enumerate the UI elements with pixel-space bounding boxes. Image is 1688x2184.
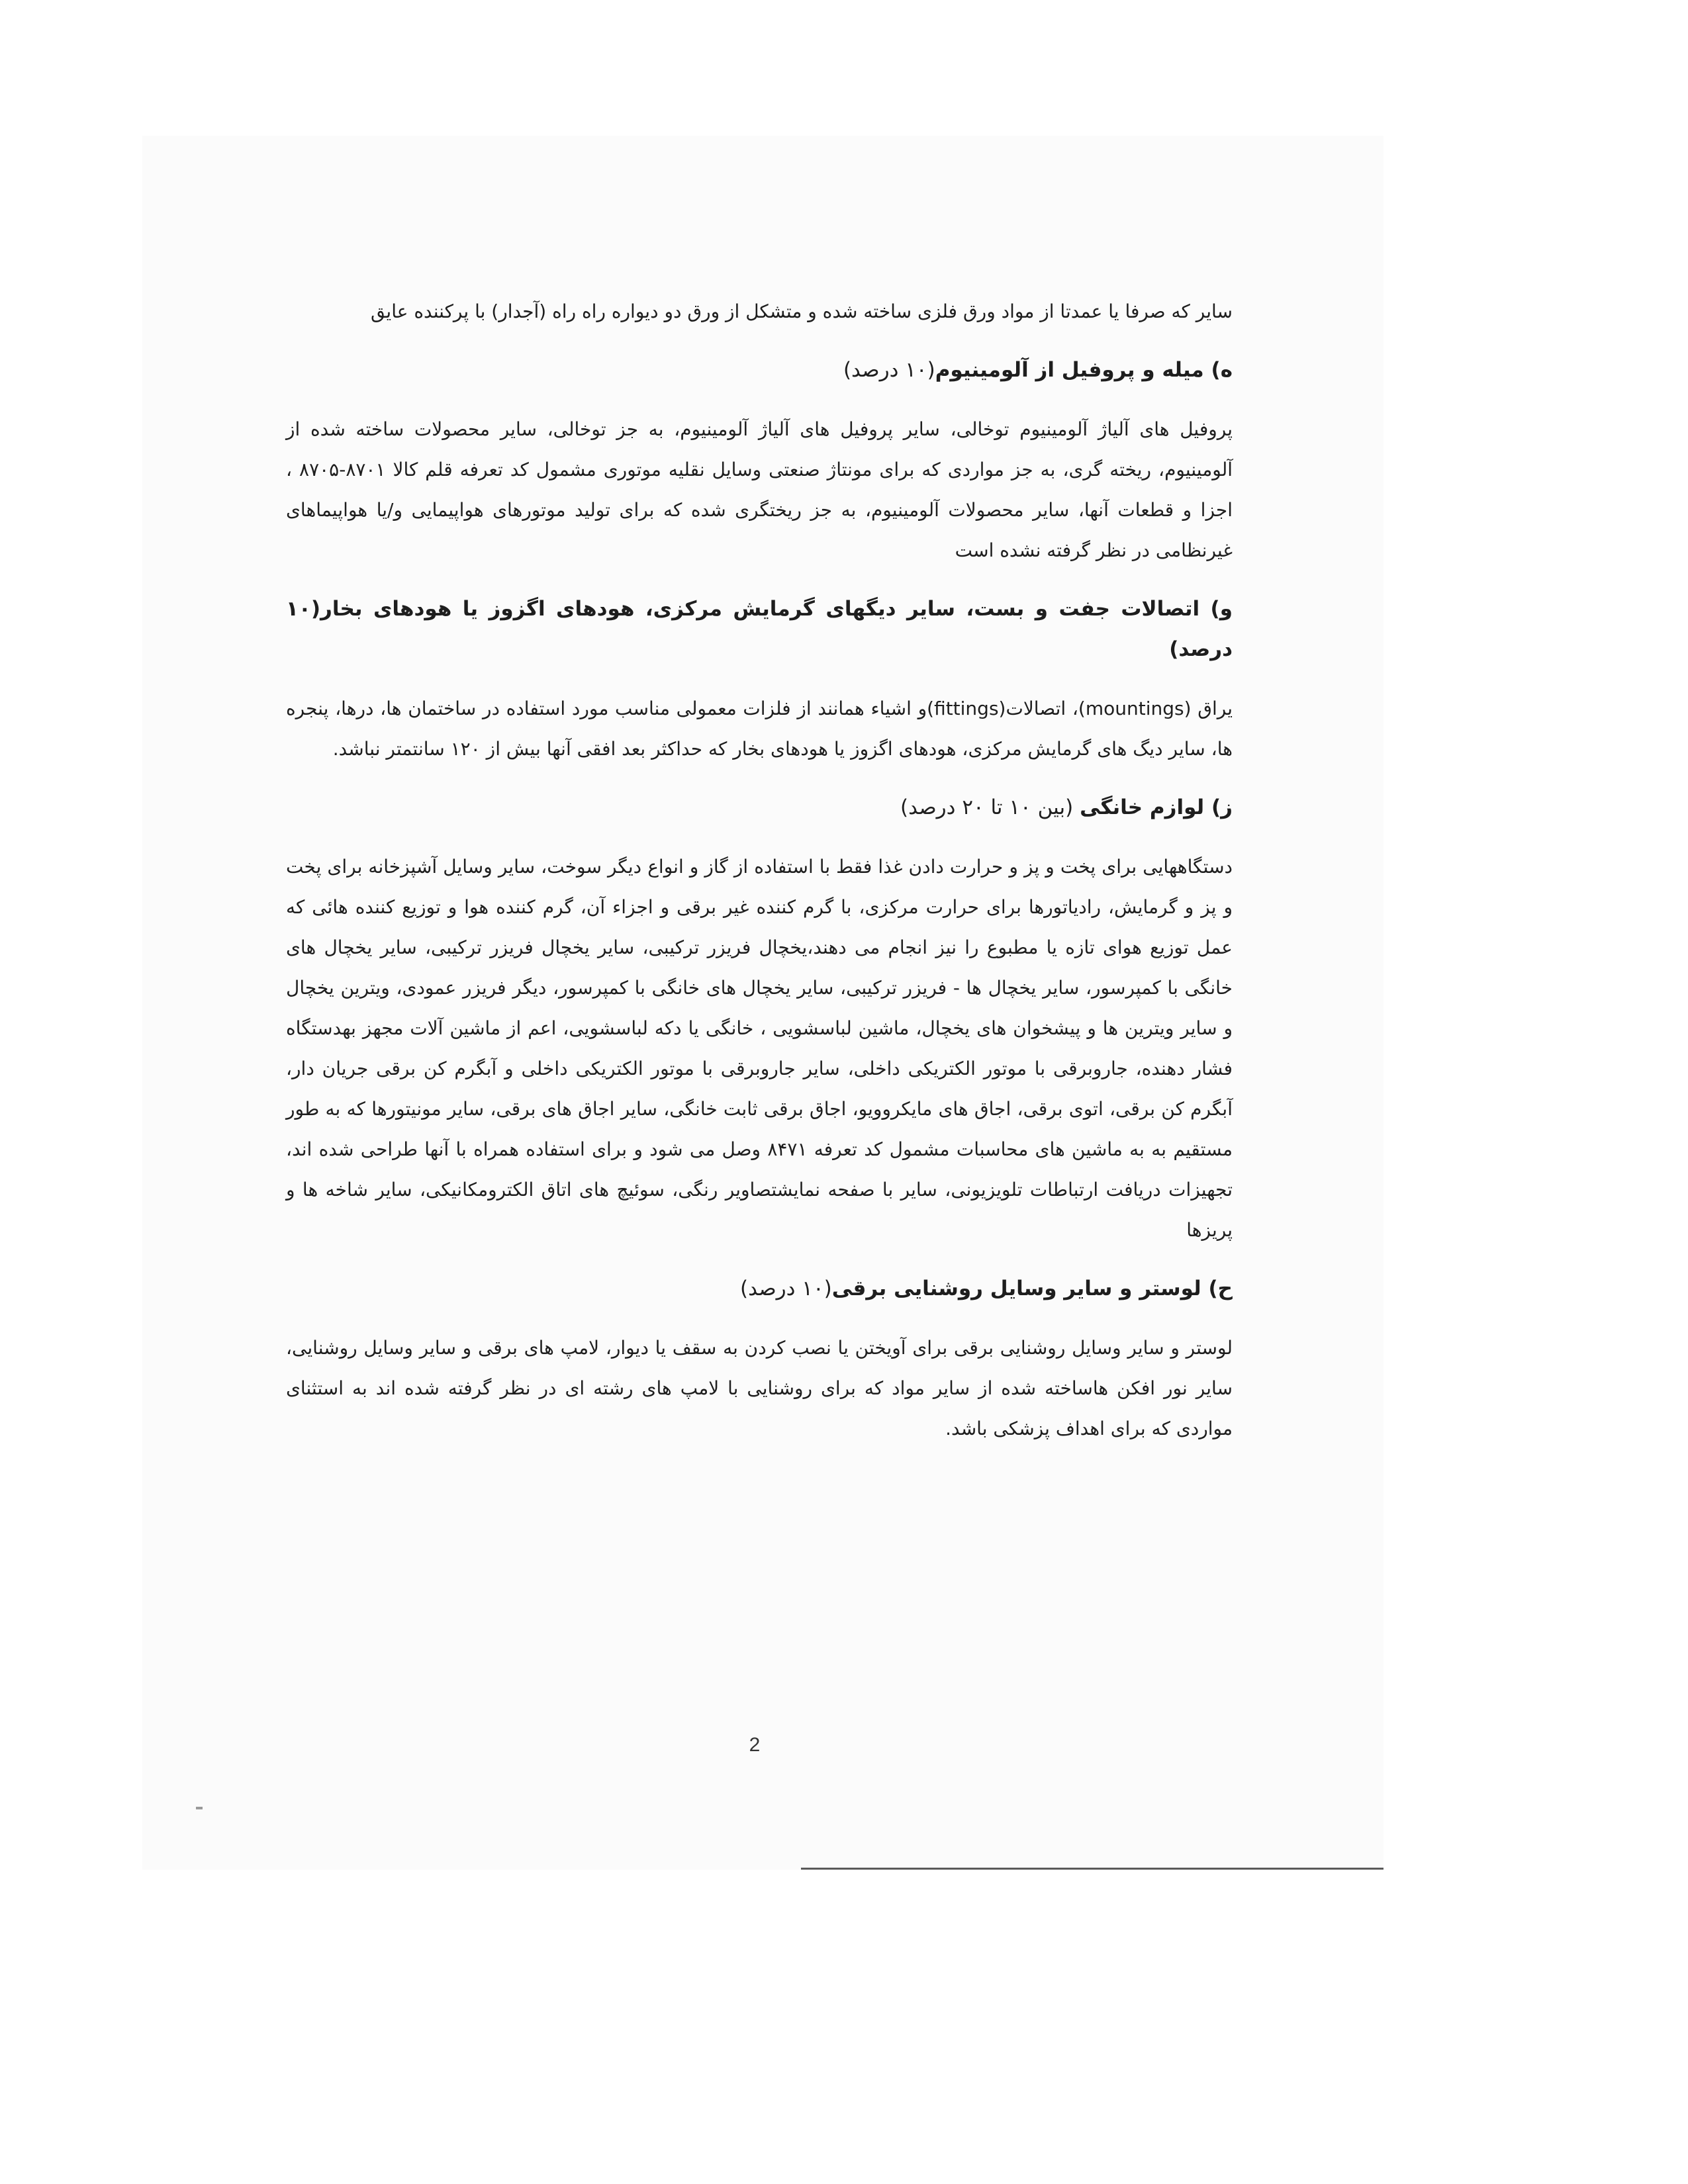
section-heading-text: ز) لوازم خانگی	[1080, 796, 1233, 819]
section-body-lighting: لوستر و سایر وسایل روشنایی برقی برای آویختن یا نصب کردن به سقف یا دیوار، لامپ های برقی و سایر وسایل روشنایی، سایر نور افکن هاساخته شده از سایر مواد که برای روشنایی با لامپ های رشته ای در نظر گرفته شده اند به استثنای مواردی که برای اهداف پزشکی باشد.	[286, 1337, 1233, 1439]
section-heading-aluminium	[286, 350, 1233, 390]
section-heading-text: ه) میله و پروفیل از آلومینیوم	[935, 358, 1233, 382]
section-body-home-appliances: دستگاههایی برای پخت و پز و حرارت دادن غذا فقط با استفاده از گاز و انواع دیگر سوخت، سایر وسایل آشپزخانه برای پخت و پز و گرمایش، رادیاتورها برای حرارت مرکزی، با گرم کننده غیر برقی و اجزاء آن، گرم کننده هوا و توزیع کننده هائی که عمل توزیع هوای تازه یا مطبوع را نیز انجام می دهند،یخچال فریزر ترکیبی، سایر یخچال فریزر ترکیبی، سایر یخچال های خانگی با کمپرسور، سایر یخچال ها - فریزر ترکیبی، سایر یخچال های خانگی با کمپرسور، دیگر فریزر عمودی، ویترین یخچال و سایر ویترین ها و پیشخوان های یخچال، ماشین لباسشویی ، خانگی یا دکه لباسشویی، اعم از ماشین آلات مجهز بهدستگاه فشار دهنده، جاروبرقی با موتور الکتریکی داخلی، سایر جاروبرقی با موتور الکتریکی داخلی و آبگرم کن برقی جریان دار، آبگرم کن برقی، اتوی برقی، اجاق های مایکروویو، اجاق برقی ثابت خانگی، سایر اجاق های برقی، سایر مونیتورها که به طور مستقیم به به ماشین های محاسبات مشمول کد تعرفه ۸۴۷۱ وصل می شود و برای استفاده همراه با آنها طراحی شده اند، تجهیزات دریافت ارتباطات تلویزیونی، سایر با صفحه نمایشتصاویر رنگی، سوئیچ های اتاق الکترومکانیکی، سایر شاخه ها و پریزها	[286, 856, 1233, 1241]
section-heading-note: (۱۰ درصد)	[286, 597, 1233, 661]
document-body	[286, 291, 1233, 1467]
section-heading-note: (۱۰ درصد)	[739, 1277, 832, 1300]
section-heading-home-appliances	[286, 788, 1233, 828]
section-heading-lighting	[286, 1269, 1233, 1309]
section-heading-text: و) اتصالات جفت و بست، سایر دیگهای گرمایش مرکزی، هودهای اگزوز یا هودهای بخار	[320, 597, 1233, 621]
page-number: 2	[749, 1734, 761, 1756]
scan-speck	[196, 1807, 203, 1809]
section-heading-text: ح) لوستر و سایر وسایل روشنایی برقی	[831, 1277, 1233, 1300]
section-heading-note: (بین ۱۰ تا ۲۰ درصد)	[900, 796, 1080, 819]
section-body-fittings: یراق (mountings)، اتصالات(fittings)و اشیاء همانند از فلزات معمولی مناسب مورد استفاده در ساختمان ها، درها، پنجره ها، سایر دیگ های گرمایش مرکزی، هودهای اگزوز یا هودهای بخار که حداکثر بعد افقی آنها بیش از ۱۲۰ سانتمتر نباشد.	[286, 698, 1233, 760]
bottom-rule	[801, 1868, 1383, 1870]
section-heading-note: (۱۰ درصد)	[843, 358, 935, 382]
section-heading-fittings	[286, 589, 1233, 670]
continuation-paragraph: سایر که صرفا یا عمدتا از مواد ورق فلزی ساخته شده و متشکل از ورق دو دیواره راه راه (آجدار) با پرکننده عایق	[371, 300, 1233, 322]
section-body-aluminium: پروفیل های آلیاژ آلومینیوم توخالی، سایر پروفیل های آلیاژ آلومینیوم، به جز توخالی، سایر محصولات ساخته شده از آلومینیوم، ریخته گری، به جز مواردی که برای مونتاژ صنعتی وسایل نقلیه موتوری مشمول کد تعرفه قلم کالا ۸۷۰۱-۸۷۰۵ ، اجزا و قطعات آنها، سایر محصولات آلومینیوم، به جز ریختگری شده که برای تولید موتورهای هواپیمایی و/یا هواپیماهای غیرنظامی در نظر گرفته نشده است	[286, 418, 1233, 561]
